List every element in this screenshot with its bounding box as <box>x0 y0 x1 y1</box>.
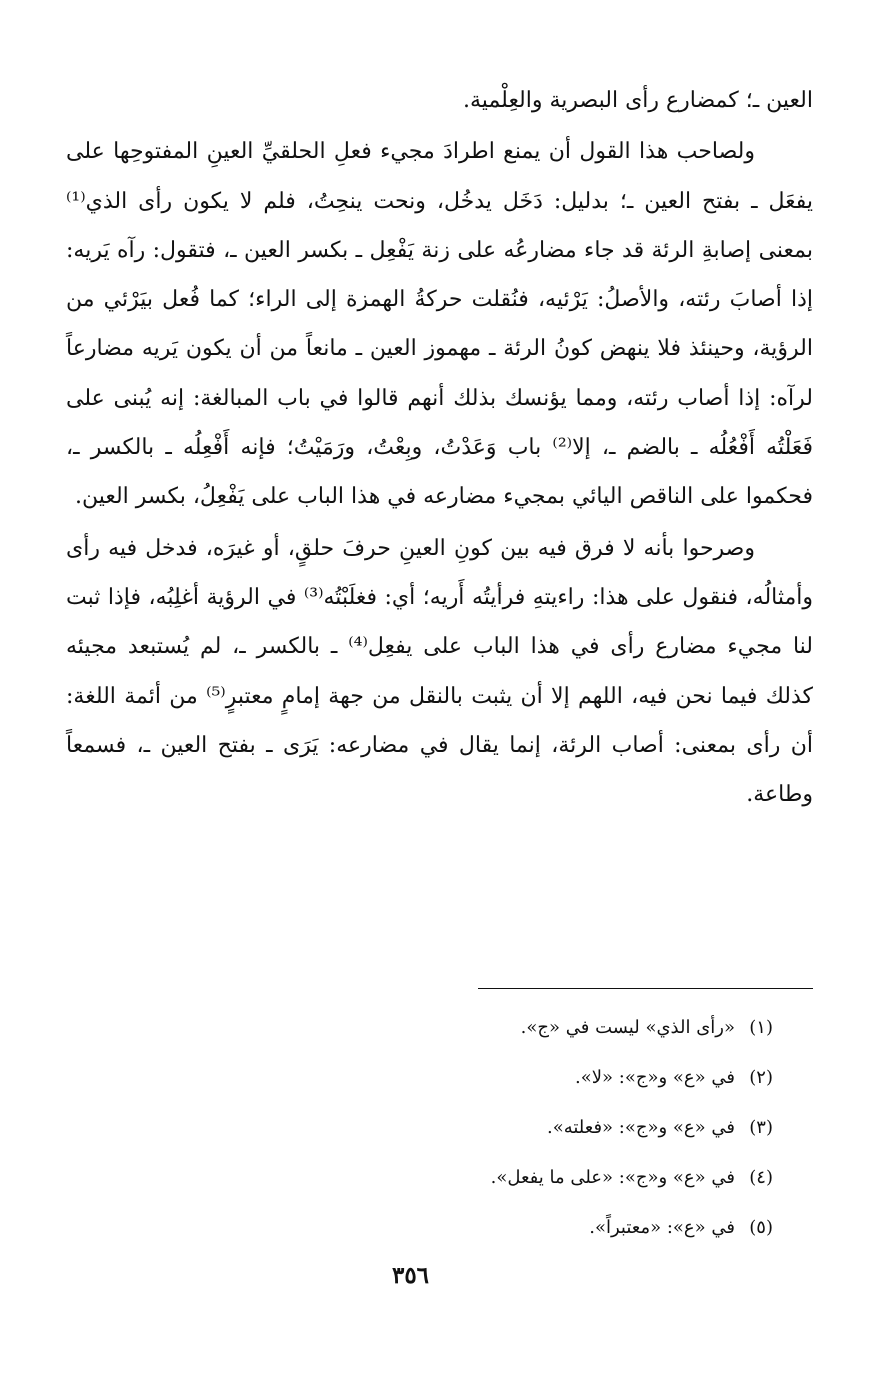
footnote-item <box>66 1203 773 1253</box>
main-text <box>66 76 813 819</box>
footnote-number: (٢) <box>749 1067 773 1088</box>
footnote-number: (٤) <box>749 1167 773 1188</box>
paragraph: وصرحوا بأنه لا فرق فيه بين كونِ العينِ حرفَ حلقٍ، أو غيرَه، فدخل فيه رأى وأمثالُه، فنقول على هذا: راءيتهِ فرأيتُه أَريه؛ أي: فغلَبْتُه⁽³⁾ في الرؤية أغلِبُه، فإذا ثبت لنا مجيء مضارع رأى في هذا الباب على يفعِل⁽⁴⁾ ـ بالكسر ـ، لم يُستبعد مجيئه كذلك فيما نحن فيه، اللهم إلا أن يثبت بالنقل من جهة إمامٍ معتبرٍ⁽⁵⁾ من أئمة اللغة: أن رأى بمعنى: أصاب الرئة، إنما يقال في مضارعه: يَرَى ـ بفتح العين ـ، فسمعاً وطاعة. <box>66 535 814 808</box>
footnote-item <box>66 1103 773 1153</box>
footnote-number: (٥) <box>749 1217 773 1238</box>
page-number: ٣٥٦ <box>391 1262 430 1289</box>
footnote-item <box>66 1003 773 1053</box>
footnote-item <box>66 1053 773 1103</box>
footnote-item <box>66 1153 773 1203</box>
footnote-number: (٣) <box>749 1117 773 1138</box>
footnotes <box>66 1003 773 1253</box>
footnote-text: في «ع» و«ج»: «لا». <box>575 1067 735 1088</box>
footnote-text: في «ع»: «معتبراً». <box>589 1217 735 1238</box>
footnote-text: في «ع» و«ج»: «على ما يفعل». <box>490 1167 735 1188</box>
footnote-number: (١) <box>749 1017 773 1038</box>
paragraph-continuation: العين ـ؛ كمضارع رأى البصرية والعِلْمية. <box>463 88 813 113</box>
footnote-text: «رأى الذي» ليست في «ج». <box>520 1017 735 1038</box>
footnote-text: في «ع» و«ج»: «فعلته». <box>546 1117 735 1138</box>
footnote-separator <box>478 988 813 989</box>
paragraph: ولصاحب هذا القول أن يمنع اطرادَ مجيء فعلِ الحلقيِّ العينِ المفتوحِها على يفعَل ـ بفتح العين ـ؛ بدليل: دَخَل يدخُل، ونحت ينحِتُ، فلم لا يكون رأى الذي⁽¹⁾ بمعنى إصابةِ الرئة قد جاء مضارعُه على زنة يَفْعِل ـ بكسر العين ـ، فتقول: رآه يَريه: إذا أصابَ رئته، والأصلُ: يَرْئيه، فنُقلت حركةُ الهمزة إلى الراء؛ كما فُعل بيَرْئي من الرؤية، وحينئذ فلا ينهض كونُ الرئة ـ مهموز العين ـ مانعاً من أن يكون يَريه مضارعاً لرآه: إذا أصاب رئته، ومما يؤنسك بذلك أنهم قالوا في باب المبالغة: إنه يُبنى على فَعَلْتُه أَفْعُلُه ـ بالضم ـ، إلا⁽²⁾ باب وَعَدْتُ، وبِعْتُ، ورَمَيْتُ؛ فإنه أَفْعِلُه ـ بالكسر ـ، فحكموا على الناقص اليائي بمجيء مضارعه في هذا الباب على يَفْعِلُ، بكسر العين. <box>66 139 814 510</box>
